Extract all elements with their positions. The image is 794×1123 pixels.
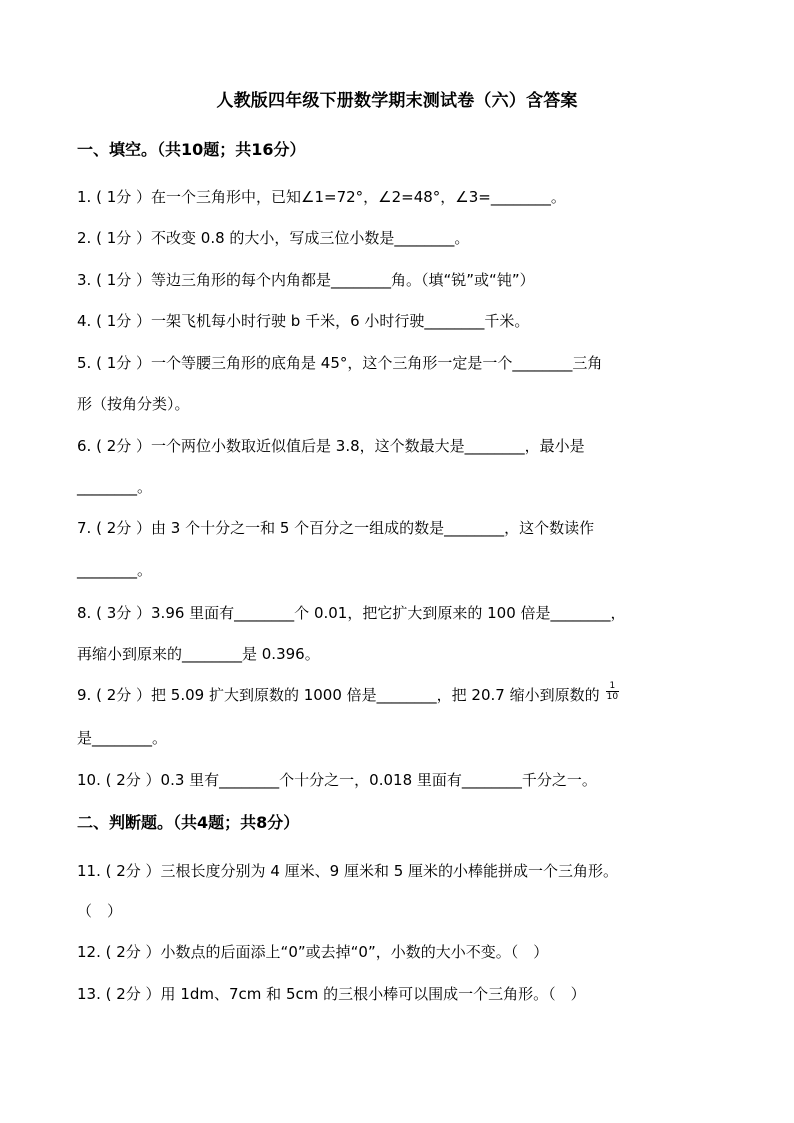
question-2: 2. ( 1分 ）不改变 0.8 的大小，写成三位小数是________。 <box>77 229 470 247</box>
section-heading-true-false: 二、判断题。（共4题；共8分） <box>77 813 300 832</box>
question-9-text: 9. ( 2分 ）把 5.09 扩大到原数的 1000 倍是________，把 20.7 缩小到原数的 <box>77 686 600 704</box>
fraction-numerator: 1 <box>606 681 619 692</box>
question-3: 3. ( 1分 ）等边三角形的每个内角都是________角。（填“锐”或“钝”） <box>77 271 535 289</box>
question-8-line-1: 8. ( 3分 ）3.96 里面有________个 0.01，把它扩大到原来的 100 倍是________， <box>77 604 626 622</box>
question-5-line-2: 形（按角分类）。 <box>77 395 190 413</box>
question-6-line-2: ________。 <box>77 478 153 496</box>
question-10: 10. ( 2分 ）0.3 里有________个十分之一，0.018 里面有________千分之一。 <box>77 771 597 789</box>
fraction-one-tenth <box>606 681 619 702</box>
question-8-line-2: 再缩小到原来的________是 0.396。 <box>77 645 320 663</box>
question-7-line-1: 7. ( 2分 ）由 3 个十分之一和 5 个百分之一组成的数是________，这个数读作 <box>77 519 595 537</box>
question-4: 4. ( 1分 ）一架飞机每小时行驶 b 千米，6 小时行驶________千米。 <box>77 312 530 330</box>
section-heading-fill-blank: 一、填空。（共10题；共16分） <box>77 140 306 159</box>
question-11-line-1: 11. ( 2分 ）三根长度分别为 4 厘米、9 厘米和 5 厘米的小棒能拼成一个三角形。 <box>77 862 619 880</box>
question-9-line-1 <box>77 681 619 706</box>
page-title: 人教版四年级下册数学期末测试卷（六）含答案 <box>216 91 578 111</box>
question-13: 13. ( 2分 ）用 1dm、7cm 和 5cm 的三根小棒可以围成一个三角形。（ ） <box>77 985 586 1003</box>
question-9-line-2: 是________。 <box>77 729 168 747</box>
question-5-line-1: 5. ( 1分 ）一个等腰三角形的底角是 45°，这个三角形一定是一个________三角 <box>77 354 603 372</box>
fraction-denominator: 10 <box>606 692 619 702</box>
question-1: 1. ( 1分 ）在一个三角形中，已知∠1=72°，∠2=48°，∠3=________。 <box>77 188 566 206</box>
question-7-line-2: ________。 <box>77 561 153 579</box>
question-6-line-1: 6. ( 2分 ）一个两位小数取近似值后是 3.8，这个数最大是________，最小是 <box>77 437 585 455</box>
question-11-line-2: （ ） <box>77 902 123 920</box>
question-12: 12. ( 2分 ）小数点的后面添上“0”或去掉“0”，小数的大小不变。（ ） <box>77 943 549 961</box>
